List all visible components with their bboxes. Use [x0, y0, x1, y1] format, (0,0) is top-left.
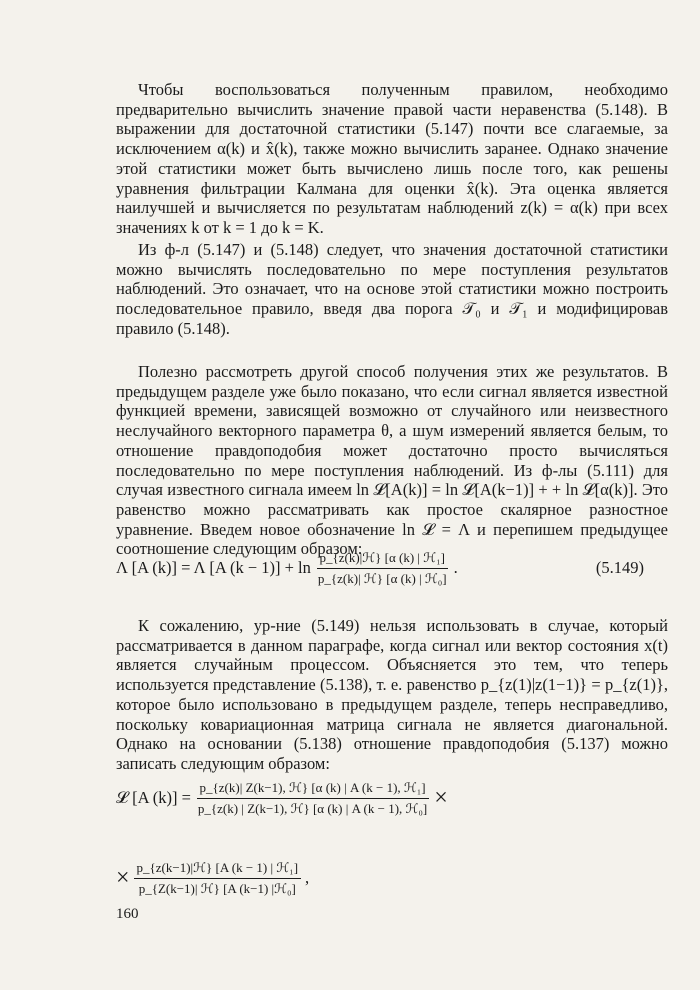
equation-fraction [195, 780, 430, 817]
equation-number: (5.149) [595, 558, 644, 577]
fraction-denominator: p_{Z(k−1)| ℋ} [A (k−1) |ℋ₀] [138, 880, 296, 896]
likelihood-equation-line-1 [116, 768, 668, 828]
equation-fraction [134, 860, 302, 897]
paragraph-4: К сожалению, ур-ние (5.149) нельзя использовать в случае, который рассматривается в данном параграфе, когда сигнал или вектор состояния x(t) является случайным процессом. Объясняется это тем, что теперь используется представление (5.138), т. е. равенство p_{z(1)|z(1−1)} = p_{z(1)}, которое было использовано в предыдущем разделе, теперь несправедливо, поскольку ковариационная матрица сигнала не является диагональной. Однако на основании (5.138) отношение правдоподобия (5.137) можно записать следующим образом: [116, 616, 668, 773]
equation-tail: . [453, 558, 458, 577]
fraction-denominator: p_{z(k)| ℋ} [α (k) | ℋ₀] [317, 570, 447, 586]
equation-lhs: Λ [A (k)] = Λ [A (k − 1)] + ln [116, 558, 311, 577]
fraction-numerator: p_{z(k)| Z(k−1), ℋ} [α (k) | A (k − 1), ℋ₁] [197, 780, 429, 799]
paragraph-3: Полезно рассмотреть другой способ получения этих же результатов. В предыдущем разделе уже было показано, что если сигнал является известной функцией времени, зависящей возможно от случайного или неизвестного неслучайного векторного параметра θ, а шум измерений является белым, то отношение правдоподобия может достаточно просто вычисляться последовательно по мере поступления наблюдений. Из ф-лы (5.111) для случая известного сигнала имеем ln 𝓛[A(k)] = ln 𝓛[A(k−1)] + + ln 𝓛[α(k)]. Это равенство можно рассматривать как простое скалярное разностное уравнение. Введем новое обозначение ln 𝓛 = Λ и перепишем предыдущее соотношение следующим образом: [116, 362, 668, 559]
text-block-3 [116, 362, 668, 559]
text-block-1 [116, 80, 668, 238]
text-block-4 [116, 616, 668, 774]
equation-tail: , [305, 868, 310, 887]
likelihood-equation-line-2 [116, 848, 668, 908]
fraction-numerator: p_{z(k)|ℋ} [α (k) | ℋ₁] [317, 550, 448, 569]
fraction-denominator: p_{z(k) | Z(k−1), ℋ} [α (k) | A (k − 1), ℋ₀] [197, 800, 428, 816]
equation-fraction [315, 550, 450, 587]
paragraph-1: Чтобы воспользоваться полученным правилом, необходимо предварительно вычислить значение правой части неравенства (5.148). В выражении для достаточной статистики (5.147) почти все слагаемые, за исключением α(k) и x̂(k), также можно вычислить заранее. Однако значение этой статистики может быть вычислено лишь после того, как решены уравнения фильтрации Калмана для оценки x̂(k). Эта оценка является наилучшей и вычисляется по результатам наблюдений z(k) = α(k) при всех значениях k от k = 1 до k = K. [116, 80, 668, 237]
times-sign: × [434, 784, 448, 811]
text-block-2 [116, 240, 668, 339]
times-sign: × [116, 864, 130, 891]
paragraph-2: Из ф-л (5.147) и (5.148) следует, что значения достаточной статистики можно вычислять последовательно по мере поступления результатов наблюдений. Это означает, что на основе этой статистики можно построить последовательное правило, введя два порога 𝒯₀ и 𝒯₁ и модифицировав правило (5.148). [116, 240, 668, 338]
fraction-numerator: p_{z(k−1)|ℋ} [A (k − 1) | ℋ₁] [134, 860, 302, 879]
equation-5-149 [116, 538, 668, 598]
equation-lhs: 𝓛 [A (k)] = [116, 788, 191, 807]
page-number: 160 [116, 906, 139, 922]
